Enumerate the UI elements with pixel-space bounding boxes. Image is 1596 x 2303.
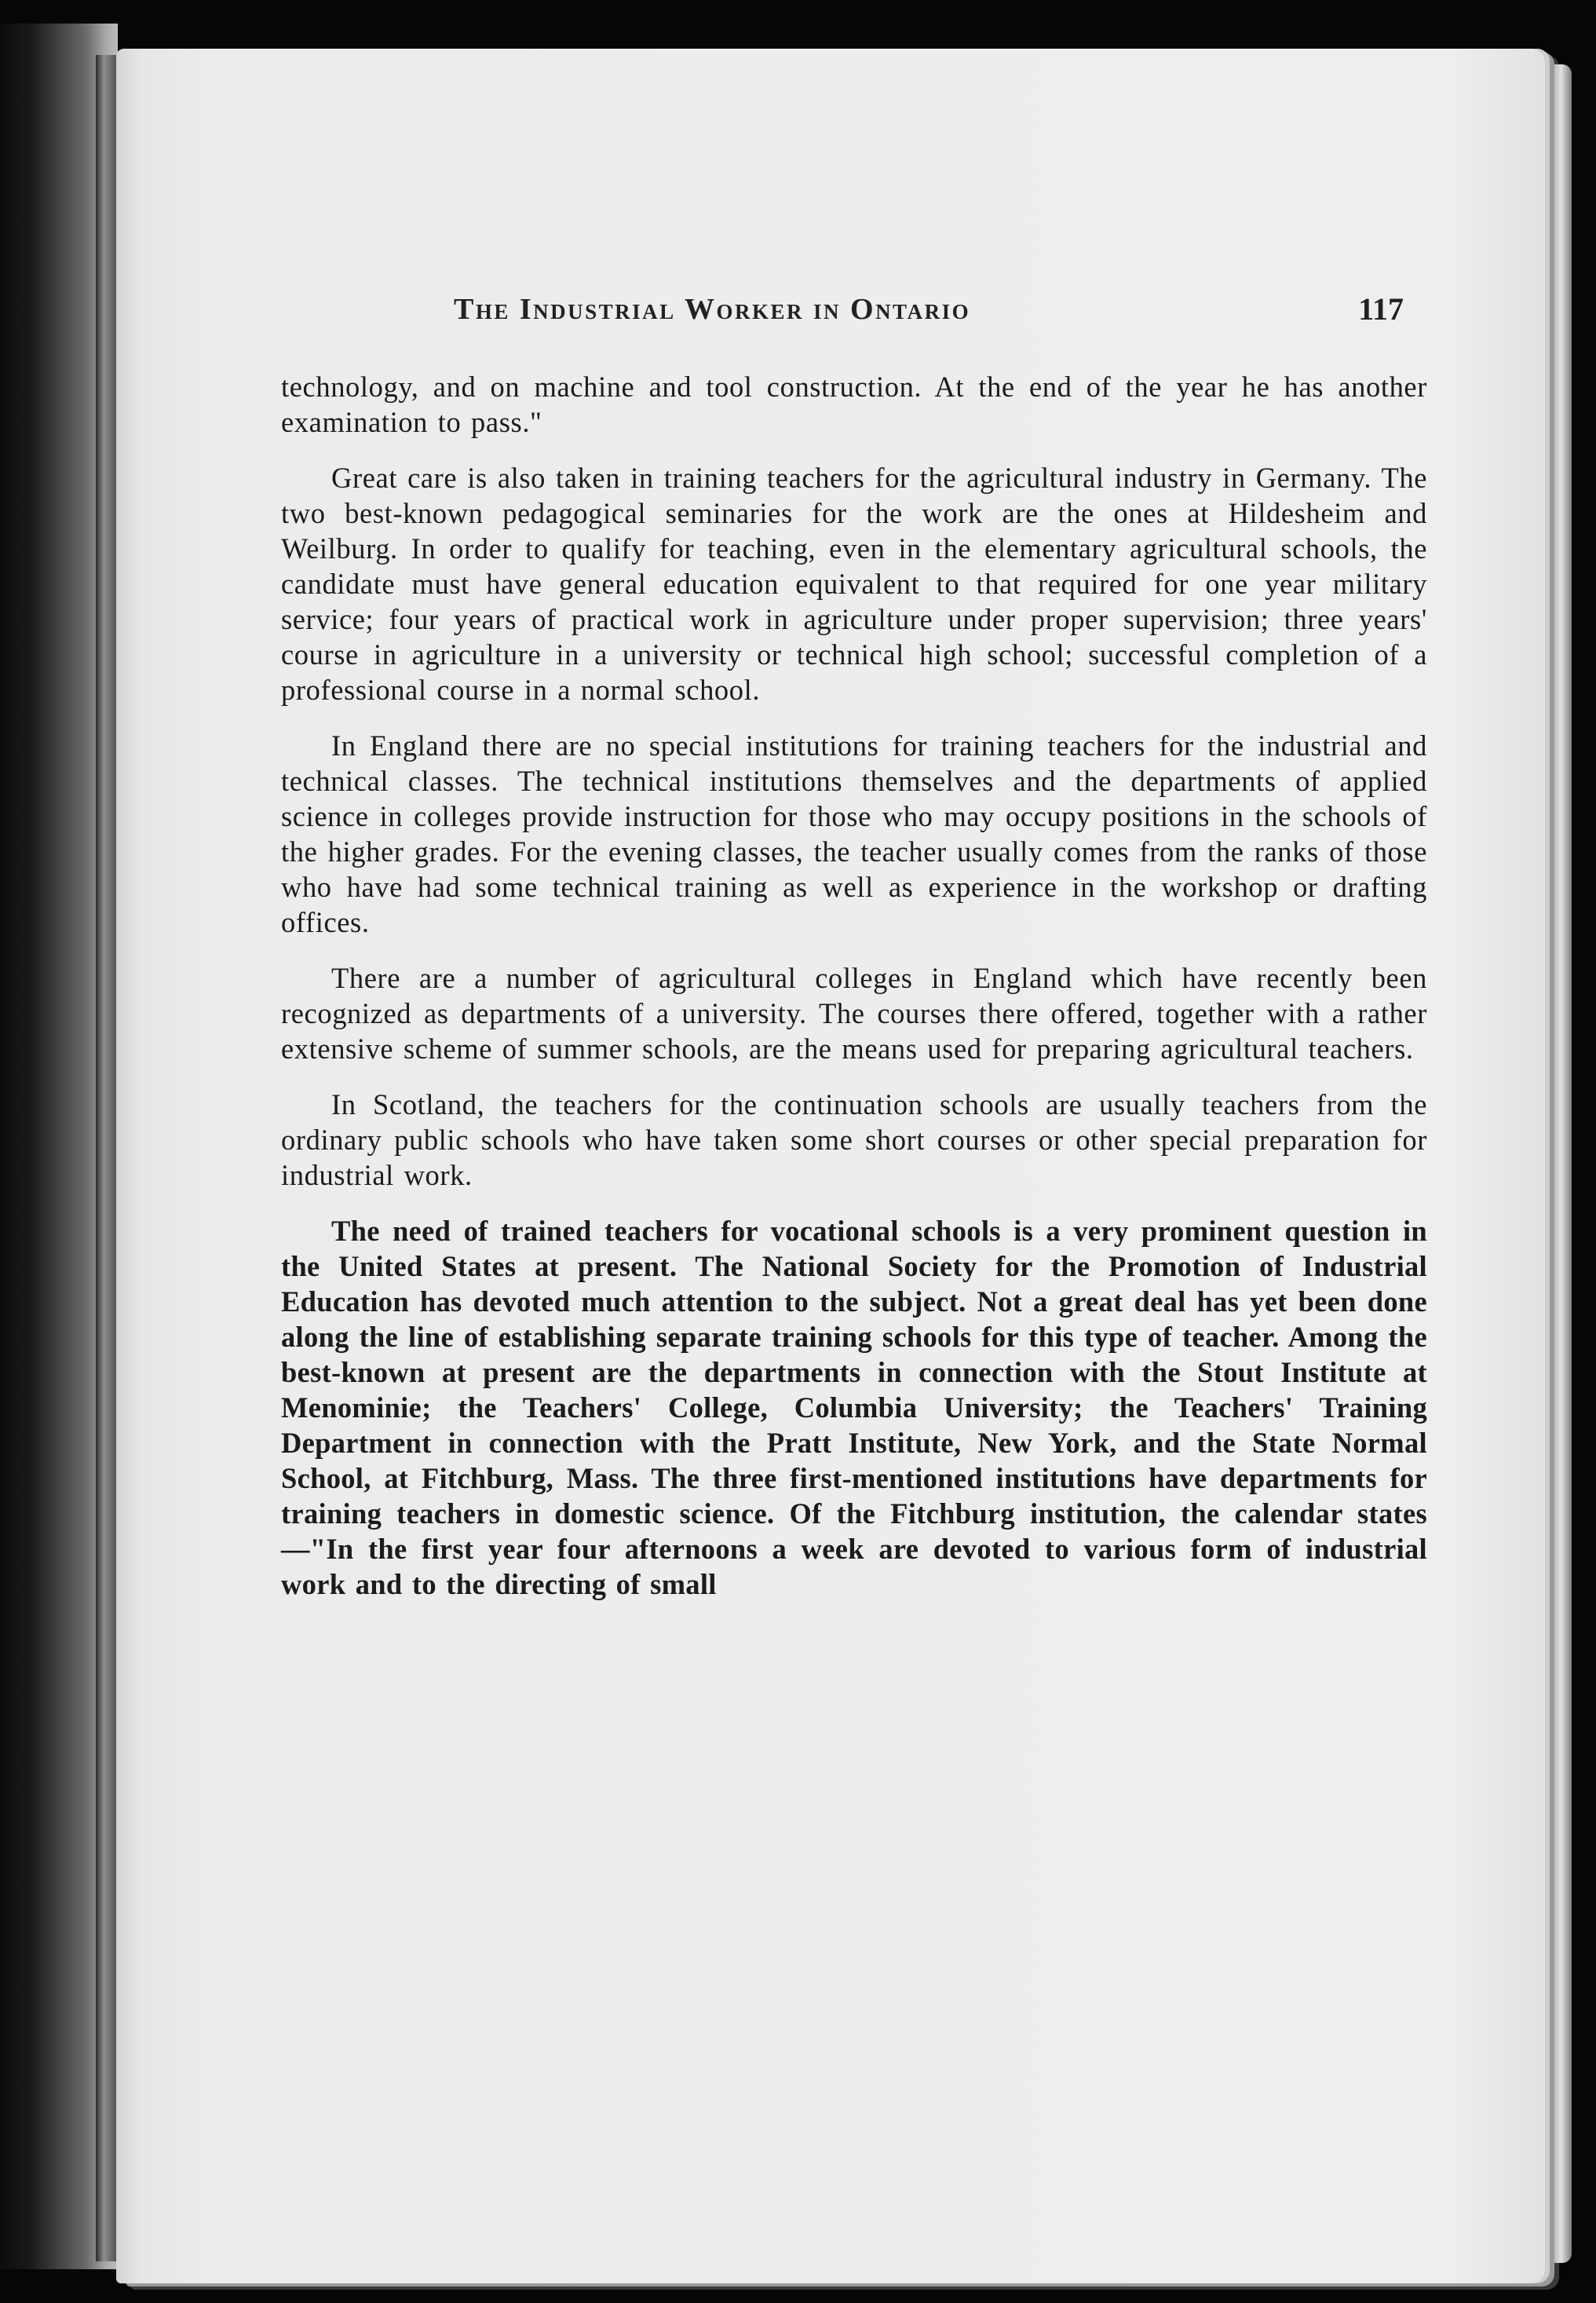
paragraph-5: In Scotland, the teachers for the continuation schools are usually teachers from the ordinary public schools who have taken some short courses or other special preparation for industrial work. bbox=[281, 1088, 1427, 1191]
paragraph-6: The need of trained teachers for vocational schools is a very prominent question in the United States at present. The National Society for the Promotion of Industrial Education has devoted much attention to the subject. Not a great deal has yet been done along the line of establishing separate training schools for this type of teacher. Among the best-known at present are the departments in connection with the Stout Institute at Menominie; the Teachers' College, Columbia University; the Teachers' Training Department in connection with the Pratt Institute, New York, and the State Normal School, at Fitchburg, Mass. The three first-mentioned institutions have departments for training teachers in domestic science. Of the Fitchburg institution, the calendar states—"In the first year four afternoons a week are devoted to various form of industrial work and to the directing of small bbox=[281, 1215, 1427, 1600]
running-head-title: The Industrial Worker in Ontario bbox=[454, 293, 971, 326]
running-head bbox=[281, 292, 1427, 347]
page-number: 117 bbox=[1358, 291, 1404, 327]
paragraph-2: Great care is also taken in training teachers for the agricultural industry in Germany. The two best-known pedagogical seminaries for the work are the ones at Hildesheim and Weilburg. In order to qualify for teaching, even in the elementary agricultural schools, the candidate must have general education equivalent to that required for one year military service; four years of practical work in agriculture under proper supervision; three years' course in agriculture in a university or technical high school; successful completion of a professional course in a normal school. bbox=[281, 462, 1427, 706]
paragraph-3: In England there are no special institutions for training teachers for the industrial and technical classes. The technical institutions themselves and the departments of applied science in colleges provide instruction for those who may occupy positions in the schools of the higher grades. For the evening classes, the teacher usually comes from the ranks of those who have had some technical training as well as experience in the workshop or drafting offices. bbox=[281, 729, 1427, 938]
text-block bbox=[281, 292, 1427, 1622]
paragraph-4: There are a number of agricultural colleges in England which have recently been recognized as departments of a university. The courses there offered, together with a rather extensive scheme of summer schools, are the means used for preparing agricultural teachers. bbox=[281, 962, 1427, 1065]
paragraph-1: technology, and on machine and tool construction. At the end of the year he has another examination to pass." bbox=[281, 371, 1427, 438]
page-stack-edge bbox=[1554, 64, 1572, 2263]
book-gutter bbox=[96, 55, 116, 2261]
page-sheet bbox=[116, 49, 1545, 2283]
